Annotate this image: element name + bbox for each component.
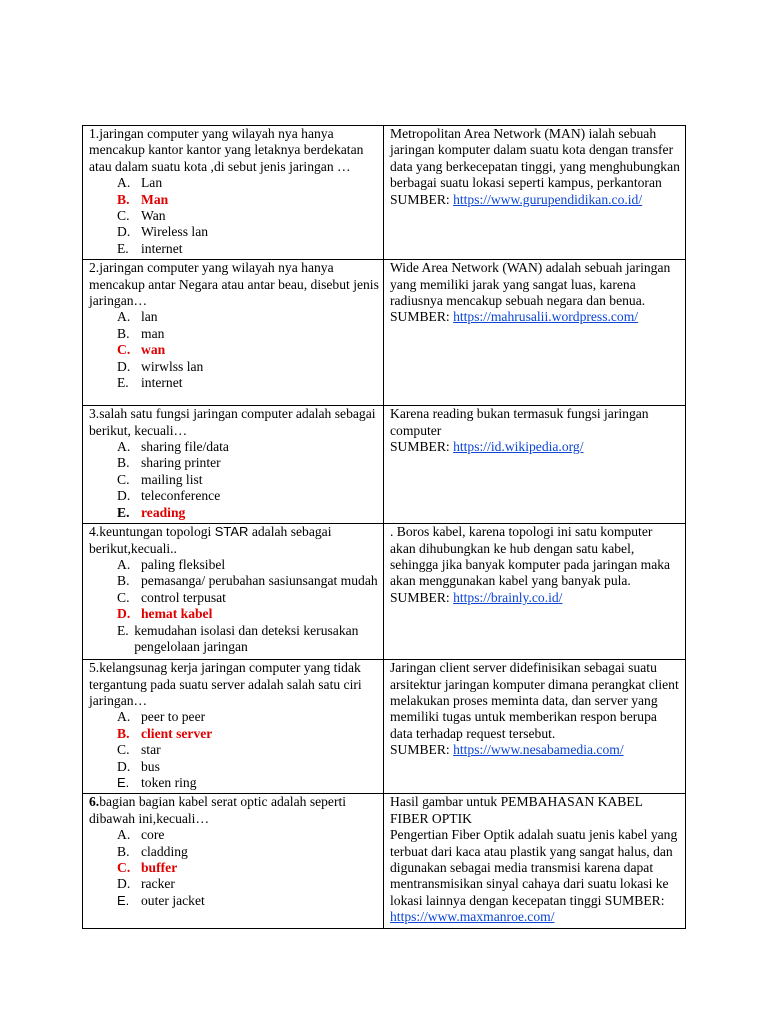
option-b: B. man — [117, 325, 165, 341]
table-row — [83, 260, 686, 406]
option-e: E. token ring — [117, 774, 197, 790]
option-b-correct: B. Man — [117, 191, 169, 207]
option-b: B. cladding — [117, 843, 188, 859]
option-d-correct: D. hemat kabel — [117, 606, 213, 622]
option-a: A. lan — [117, 309, 158, 325]
source-label: SUMBER: — [390, 309, 454, 325]
source-link[interactable]: https://www.maxmanroe.com/ — [390, 909, 555, 925]
explanation-text: . Boros kabel, karena topologi ini satu komputer akan dihubungkan ke hub dengan satu kabel, sehingga jika banyak komputer pada jaringan maka akan menggunakan kabel yang banyak pula. — [390, 524, 671, 589]
option-d: D. racker — [117, 876, 175, 892]
option-c: C. mailing list — [117, 471, 203, 487]
source-link[interactable]: https://id.wikipedia.org/ — [453, 439, 584, 455]
option-b: B. sharing printer — [117, 455, 221, 471]
source-label: SUMBER: — [390, 742, 454, 758]
option-d: D. Wireless lan — [117, 224, 209, 240]
option-e: E. internet — [117, 375, 183, 391]
option-e-correct: E. reading — [117, 504, 186, 520]
option-d: D. wirwlss lan — [117, 358, 204, 374]
source-link[interactable]: https://www.gurupendidikan.co.id/ — [453, 191, 643, 207]
options-list — [89, 439, 379, 521]
table-row — [83, 660, 686, 794]
option-e: E. internet — [117, 240, 183, 256]
table-row — [83, 524, 686, 660]
question-cell — [83, 660, 384, 794]
question-text: 4.keuntungan topologi STAR adalah sebagai berikut,kecuali.. — [89, 524, 332, 556]
question-cell — [83, 260, 384, 406]
explanation-cell — [384, 406, 686, 524]
explanation-cell — [384, 524, 686, 660]
source-label: SUMBER: — [390, 439, 454, 455]
question-text: 3.salah satu fungsi jaringan computer adalah sebagai berikut, kecuali… — [89, 406, 376, 438]
source-label: SUMBER: — [604, 892, 665, 908]
option-a: A. core — [117, 827, 165, 843]
source-link[interactable]: https://brainly.co.id/ — [453, 589, 563, 605]
explanation-text: Metropolitan Area Network (MAN) ialah sebuah jaringan komputer dalam suatu kota dengan transfer data yang berkecepatan tinggi, yang menghubungkan berbagai suatu lokasi seperti kampus, perkantoran — [390, 126, 680, 191]
explanation-cell — [384, 794, 686, 928]
option-e: E. kemudahan isolasi dan deteksi kerusakan pengelolaan jaringan — [117, 622, 359, 654]
options-list — [89, 709, 379, 791]
option-a: A. Lan — [117, 175, 163, 191]
question-cell — [83, 794, 384, 928]
option-a: A. peer to peer — [117, 709, 206, 725]
options-list — [89, 175, 379, 257]
explanation-cell — [384, 126, 686, 260]
table-row — [83, 406, 686, 524]
explanation-cell — [384, 260, 686, 406]
question-text: 1.jaringan computer yang wilayah nya hanya mencakup kantor kantor yang letaknya berdekatan atau dalam suatu kota ,di sebut jenis jaringan … — [89, 126, 364, 174]
question-cell — [83, 406, 384, 524]
source-link[interactable]: https://mahrusalii.wordpress.com/ — [453, 309, 639, 325]
options-list — [89, 827, 379, 909]
option-c-correct: C. buffer — [117, 859, 178, 875]
explanation-text: Pengertian Fiber Optik adalah suatu jenis kabel yang terbuat dari kaca atau plastik yang sangat halus, dan digunakan sebagai media transmisi karena dapat mentransmisikan sinyal cahaya dari suatu lokasi ke lokasi lainnya dengan kecepatan tinggi — [390, 827, 678, 908]
source-label: SUMBER: — [390, 191, 454, 207]
option-c: C. star — [117, 742, 161, 758]
option-d: D. teleconference — [117, 488, 221, 504]
explanation-title: Hasil gambar untuk PEMBAHASAN KABEL FIBER OPTIK — [390, 794, 643, 826]
question-text: 2.jaringan computer yang wilayah nya hanya mencakup antar Negara atau antar beau, disebut jenis jaringan… — [89, 260, 379, 309]
option-a: A. paling fleksibel — [117, 556, 226, 572]
explanation-text: Jaringan client server didefinisikan sebagai suatu arsitektur jaringan komputer dimana perangkat client melakukan proses meminta data, dan server yang memiliki tugas untuk memberikan respon berupa data terhadap request tersebut. — [390, 660, 679, 741]
question-text: 5.kelangsunag kerja jaringan computer yang tidak tergantung pada suatu server adalah salah satu ciri jaringan… — [89, 660, 362, 708]
option-c: C. control terpusat — [117, 589, 226, 605]
question-cell — [83, 126, 384, 260]
option-d: D. bus — [117, 758, 160, 774]
table-row — [83, 126, 686, 260]
source-link[interactable]: https://www.nesabamedia.com/ — [453, 742, 624, 758]
option-a: A. sharing file/data — [117, 439, 229, 455]
question-text: 6.bagian bagian kabel serat optic adalah seperti dibawah ini,kecuali… — [89, 794, 347, 826]
table-row — [83, 794, 686, 928]
option-b-correct: B. client server — [117, 725, 213, 741]
explanation-text: Wide Area Network (WAN) adalah sebuah jaringan yang memiliki jarak yang sangat luas, karena radiusnya mencakup sebuah negara dan benua. — [390, 260, 671, 309]
explanation-text: Karena reading bukan termasuk fungsi jaringan computer — [390, 406, 649, 438]
explanation-cell — [384, 660, 686, 794]
options-list — [89, 557, 379, 655]
option-b: B. pemasanga/ perubahan sasiunsangat mudah — [117, 573, 378, 589]
options-list — [89, 309, 379, 391]
question-table — [82, 125, 686, 929]
question-cell — [83, 524, 384, 660]
option-e: E. outer jacket — [117, 892, 205, 908]
source-label: SUMBER: — [390, 589, 454, 605]
option-c: C. Wan — [117, 208, 166, 224]
option-c-correct: C. wan — [117, 342, 166, 358]
